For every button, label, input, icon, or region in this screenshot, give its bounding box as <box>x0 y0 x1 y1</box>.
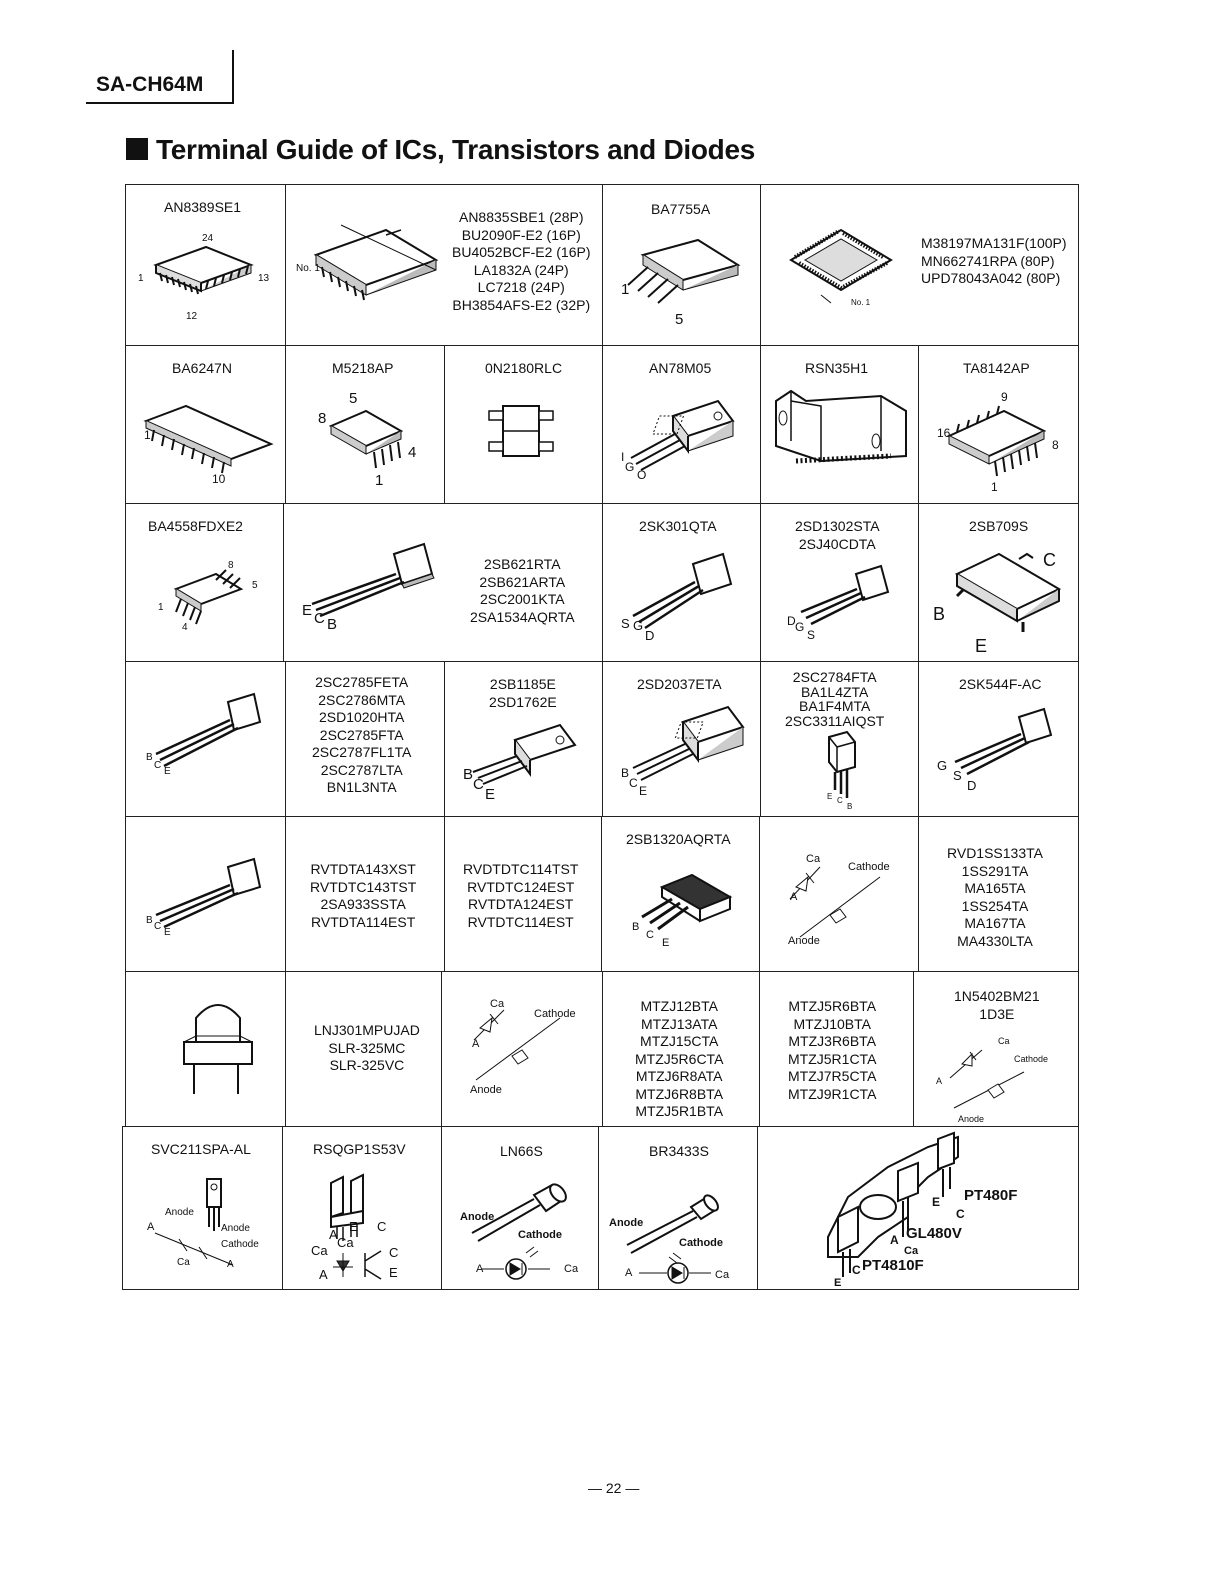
cell-ba7755a <box>602 184 761 346</box>
cell-2sb1185e <box>444 661 603 817</box>
transistor-to92-icon <box>603 504 761 662</box>
transistor-power-icon <box>602 817 760 972</box>
pin-label: E <box>932 1195 941 1209</box>
pin-label: A <box>227 1259 234 1270</box>
pin-label: B <box>632 921 640 933</box>
cell-lnj301mpujad-group <box>285 971 442 1127</box>
part-label: 2SB621RTA 2SB621ARTA 2SC2001KTA 2SA1534AQRTA <box>470 556 575 625</box>
pin-label: I <box>621 450 625 464</box>
part-label: BA4558FDXE2 <box>148 518 243 534</box>
page-title <box>126 134 755 166</box>
part-label: BA6247N <box>172 360 232 376</box>
part-label: 2SC2785FETA 2SC2786MTA 2SD1020HTA 2SC2785FTA 2SC2787FL1TA 2SC2787LTA BN1L3NTA <box>312 674 412 795</box>
ic-package-icon <box>445 346 603 504</box>
pin-label: 8 <box>318 410 327 427</box>
cell-pt480f-gl480v <box>757 1126 1079 1290</box>
diode-icon <box>760 817 919 972</box>
ic-package-icon <box>126 346 286 504</box>
pin-label: 1 <box>621 281 630 298</box>
cell-2sd1302sta <box>760 503 919 662</box>
cell-to92-row4 <box>125 816 286 972</box>
pin-label: PT480F <box>964 1187 1018 1204</box>
part-label: 2SD1302STA 2SJ40CDTA <box>795 518 880 552</box>
pin-label: No. 1 <box>851 298 871 307</box>
cell-mtzj5r6bta-group <box>759 971 914 1127</box>
cell-rvtdta143xst-group <box>285 816 445 972</box>
pin-label: E <box>834 1277 842 1289</box>
pin-label: Anode <box>165 1207 194 1218</box>
part-label: 2SD2037ETA <box>637 676 722 692</box>
pin-label: B <box>847 802 853 811</box>
pin-label: A <box>319 1267 328 1282</box>
pin-label: D <box>787 614 796 628</box>
pin-label: Anode <box>221 1223 250 1234</box>
pin-label: Ca <box>337 1235 354 1250</box>
pin-label: A <box>790 891 798 903</box>
cell-an78m05 <box>602 345 761 504</box>
cell-rsn35h1 <box>760 345 919 504</box>
cell-rvd1ss133ta-group <box>918 816 1079 972</box>
part-label: RVTDTA143XST RVTDTC143TST 2SA933SSTA RVTDTA114EST <box>310 861 417 930</box>
pin-label: Anode <box>788 935 820 947</box>
part-label: 2SB1320AQRTA <box>626 831 731 847</box>
pin-label: E <box>389 1265 398 1280</box>
part-label: 2SK544F-AC <box>959 676 1042 692</box>
pin-label: B <box>621 766 630 780</box>
varactor-icon <box>123 1127 283 1290</box>
cell-1n5402bm21 <box>913 971 1079 1127</box>
pin-label: A <box>476 1263 484 1275</box>
pin-label: E <box>164 766 171 777</box>
pin-label: D <box>645 628 655 643</box>
pin-label: Ca <box>564 1263 579 1275</box>
pin-label: 9 <box>1001 390 1008 404</box>
pin-label: 4 <box>182 622 188 633</box>
pin-label: A <box>936 1076 943 1086</box>
pin-label: Cathode <box>534 1008 576 1020</box>
part-label: MTZJ5R6BTA MTZJ10BTA MTZJ3R6BTA MTZJ5R1CTA MTZJ7R5CTA MTZJ9R1CTA <box>788 998 877 1102</box>
ic-package-icon <box>126 504 284 662</box>
photointerrupter-icon <box>283 1127 442 1290</box>
pin-label: PT4810F <box>862 1257 924 1274</box>
pin-label: B <box>933 604 946 624</box>
part-label: 2SB709S <box>969 518 1029 534</box>
pin-label: Cathode <box>221 1239 259 1250</box>
pin-label: 1 <box>144 428 151 442</box>
part-label: RSN35H1 <box>805 360 869 376</box>
cell-svc211spa-al <box>122 1126 283 1290</box>
cell-diode-row4 <box>759 816 919 972</box>
pin-label: A <box>890 1233 899 1247</box>
cell-2sb709s <box>918 503 1079 662</box>
pin-label: A <box>147 1221 155 1233</box>
transistor-to220-icon <box>603 662 761 817</box>
page-title-text: Terminal Guide of ICs, Transistors and Diodes <box>156 134 756 165</box>
transistor-to220-icon <box>445 662 603 817</box>
pin-label: G <box>625 460 635 474</box>
pin-label: C <box>473 776 484 793</box>
transistor-to220-icon <box>603 346 761 504</box>
pin-label: O <box>637 468 647 482</box>
pin-label: E <box>975 636 988 656</box>
part-label: BA7755A <box>651 201 711 217</box>
cell-rsqgp1s53v <box>282 1126 442 1290</box>
pin-label: 1 <box>138 273 144 284</box>
pin-label: No. 1 <box>296 263 320 274</box>
pin-label: C <box>956 1207 965 1221</box>
page-number: — 22 — <box>588 1480 640 1496</box>
pin-label: C <box>837 796 843 805</box>
pin-label: S <box>953 768 962 783</box>
part-label: 0N2180RLC <box>485 360 563 376</box>
model-number: SA-CH64M <box>96 73 204 96</box>
transistor-to92-icon <box>761 504 919 662</box>
part-label: M5218AP <box>332 360 394 376</box>
pin-label: G <box>633 618 644 633</box>
pin-label: S <box>807 628 816 642</box>
pin-label: Ca <box>715 1269 730 1281</box>
cell-2sd2037eta <box>602 661 761 817</box>
cell-to92-row3 <box>125 661 286 817</box>
pin-label: 12 <box>186 311 198 322</box>
cell-m38197-group <box>760 184 1079 346</box>
part-label: AN78M05 <box>649 360 712 376</box>
part-label: LNJ301MPUJAD SLR-325MC SLR-325VC <box>314 1022 420 1073</box>
part-label: RSQGP1S53V <box>313 1141 406 1157</box>
pin-label: GL480V <box>906 1225 962 1242</box>
transistor-to92-icon <box>126 817 286 972</box>
transistor-to92-icon <box>126 662 286 817</box>
cell-br3433s <box>598 1126 758 1290</box>
part-label: TA8142AP <box>963 360 1030 376</box>
pin-label: E <box>662 937 670 949</box>
hybrid-ic-icon <box>761 346 919 504</box>
model-box <box>86 50 234 104</box>
part-label: 2SB1185E 2SD1762E <box>489 676 557 710</box>
pin-label: C <box>852 1263 861 1277</box>
pin-label: Cathode <box>1014 1054 1049 1064</box>
diode-icon <box>442 972 603 1127</box>
photodiode-icon <box>599 1127 758 1290</box>
pin-label: 13 <box>258 273 270 284</box>
pin-label: Cathode <box>679 1237 723 1249</box>
pin-label: Ca <box>490 998 505 1010</box>
pin-label: Cathode <box>518 1229 562 1241</box>
pin-label: Ca <box>904 1245 919 1257</box>
part-label: BR3433S <box>649 1143 709 1159</box>
pin-label: 24 <box>202 233 214 244</box>
cell-m5218ap <box>285 345 445 504</box>
cell-ln66s <box>441 1126 599 1290</box>
pin-label: E <box>349 1219 358 1234</box>
cell-diode-row5 <box>441 971 603 1127</box>
part-label: RVD1SS133TA 1SS291TA MA165TA 1SS254TA MA167TA MA4330LTA <box>947 845 1043 949</box>
pin-label: Anode <box>470 1084 502 1096</box>
cell-0n2180rlc <box>444 345 603 504</box>
pin-label: A <box>472 1038 480 1050</box>
pin-label: 5 <box>675 311 684 328</box>
cell-led <box>125 971 286 1127</box>
led-icon <box>126 972 286 1127</box>
part-label: AN8835SBE1 (28P) BU2090F-E2 (16P) BU4052BCF-E2 (16P) LA1832A (24P) LC7218 (24P) BH3854AFS-E2 (32P) <box>452 209 591 313</box>
pin-label: Ca <box>177 1257 190 1268</box>
cell-an8835sbe1-group <box>285 184 603 346</box>
pin-label: 10 <box>212 472 226 486</box>
cell-an8389se1 <box>125 184 286 346</box>
pin-label: 8 <box>1052 438 1059 452</box>
transistor-smd-icon <box>919 504 1079 662</box>
part-label: 1N5402BM21 1D3E <box>954 988 1040 1022</box>
pin-label: 5 <box>349 390 358 407</box>
pin-label: Cathode <box>848 861 890 873</box>
part-label: RVDTDTC114TST RVTDTC124EST RVTDTA124EST RVTDTC114EST <box>463 861 579 930</box>
cell-ba4558fdxe2 <box>125 503 284 662</box>
part-label: 2SK301QTA <box>639 518 717 534</box>
cell-2sb1320aqrta <box>601 816 760 972</box>
pin-label: B <box>463 766 474 783</box>
pin-label: E <box>302 602 313 619</box>
pin-label: 1 <box>375 472 384 489</box>
transistor-to92-icon <box>919 662 1079 817</box>
part-label: SVC211SPA-AL <box>151 1141 251 1157</box>
ic-package-icon <box>919 346 1079 504</box>
pin-label: Ca <box>998 1036 1010 1046</box>
pin-label: 16 <box>937 426 951 440</box>
diode-icon <box>914 972 1079 1127</box>
pin-label: C <box>629 776 638 790</box>
pin-label: B <box>146 752 153 763</box>
pin-label: A <box>329 1227 338 1242</box>
pin-label: C <box>389 1245 399 1260</box>
part-label: 2SC2784FTA BA1L4ZTA BA1F4MTA 2SC3311AIQST <box>785 669 885 729</box>
cell-2sb621rta-group <box>283 503 603 662</box>
pin-label: B <box>146 915 153 926</box>
cell-2sk301qta <box>602 503 761 662</box>
pin-label: C <box>154 921 162 932</box>
transistor-to92s-icon <box>761 662 919 817</box>
pin-label: 5 <box>252 580 258 591</box>
pin-label: C <box>1043 550 1056 570</box>
pin-label: C <box>646 929 654 941</box>
pin-label: G <box>795 620 805 634</box>
pin-label: 1 <box>991 480 998 494</box>
pin-label: E <box>639 784 648 798</box>
ic-package-icon <box>286 346 445 504</box>
cell-ba6247n <box>125 345 286 504</box>
pin-label: E <box>827 792 833 801</box>
pin-label: Anode <box>460 1211 495 1223</box>
cell-mtzj12bta-group <box>602 971 760 1127</box>
pin-label: 8 <box>228 560 234 571</box>
cell-ta8142ap <box>918 345 1079 504</box>
pin-label: Ca <box>806 853 821 865</box>
part-label: AN8389SE1 <box>164 199 242 215</box>
pin-label: Anode <box>609 1217 644 1229</box>
cell-2sc2785feta-group <box>285 661 445 817</box>
cell-2sc2784fta <box>760 661 919 817</box>
pin-label: D <box>967 778 977 793</box>
cell-2sk544f-ac <box>918 661 1079 817</box>
pin-label: 4 <box>408 444 417 461</box>
pin-label: B <box>327 616 338 633</box>
pin-label: Ca <box>311 1243 328 1258</box>
pin-label: C <box>154 760 162 771</box>
ic-package-icon <box>126 185 286 346</box>
pin-label: E <box>485 786 496 803</box>
pin-label: G <box>937 758 948 773</box>
cell-rvdtdtc114tst-group <box>444 816 602 972</box>
pin-label: Anode <box>958 1114 985 1124</box>
pin-label: S <box>621 616 630 631</box>
pin-label: C <box>377 1219 387 1234</box>
part-label: LN66S <box>500 1143 543 1159</box>
square-bullet-icon <box>126 138 148 160</box>
pin-label: C <box>314 610 325 627</box>
part-label: MTZJ12BTA MTZJ13ATA MTZJ15CTA MTZJ5R6CTA MTZJ6R8ATA MTZJ6R8BTA MTZJ5R1BTA <box>635 998 724 1119</box>
pin-label: E <box>164 927 171 938</box>
pin-label: 1 <box>158 602 164 613</box>
part-label: M38197MA131F(100P) MN662741RPA (80P) UPD78043A042 (80P) <box>921 235 1067 286</box>
pin-label: A <box>625 1267 633 1279</box>
